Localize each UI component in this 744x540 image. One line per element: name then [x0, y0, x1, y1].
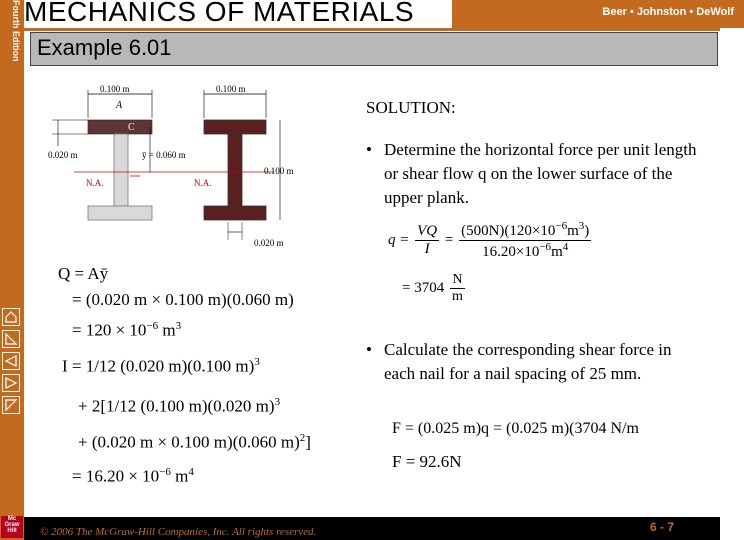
q-definition: Q = Aȳ [58, 264, 109, 283]
solution-step-2 [366, 338, 706, 386]
eq1-num-close: ) [584, 223, 590, 239]
eq1-value-num [459, 220, 591, 241]
ybar-label: ȳ = 0.060 m [142, 150, 186, 160]
label-c: C [128, 122, 135, 133]
i-line-1 [62, 356, 260, 377]
q-result-unit: m [158, 320, 176, 340]
dim-thickness: 0.020 m [48, 150, 78, 160]
solution-step-1-text: Determine the horizontal force per unit length or shear flow q on the lower surface of the upper plank. [384, 140, 697, 207]
eq1-num-unit: m [567, 223, 579, 239]
eq1-num-text: (500N)(120×10 [461, 223, 556, 239]
i-result-exp: −6 [159, 466, 171, 478]
na-left: N.A. [86, 178, 104, 188]
beam-cross-section-figure [44, 80, 314, 250]
q-calc-line: = (0.020 m × 0.100 m)(0.060 m) [72, 290, 294, 309]
left-sidebar [0, 0, 24, 540]
eq1-value-fraction [459, 220, 591, 261]
q-result [72, 320, 181, 341]
eq1-result-num: N [450, 272, 465, 289]
i-line-3-text: + (0.020 m × 0.100 m)(0.060 m) [78, 432, 300, 452]
nail-force-equation: F = (0.025 m)q = (0.025 m)(3704 N/m [392, 420, 639, 437]
last-slide-icon[interactable] [2, 396, 20, 414]
i-line-2-text: + 2[1/12 (0.100 m)(0.020 m) [78, 396, 275, 416]
q-result-unit-exp: 3 [175, 320, 182, 332]
shear-flow-equation [388, 220, 593, 261]
logo-text-2: Graw [4, 522, 20, 528]
bullet-dot: • [366, 140, 372, 159]
first-slide-icon[interactable] [2, 330, 20, 348]
eq1-result: = 3704 [402, 279, 445, 296]
i-section [204, 120, 266, 220]
i-line-2 [78, 396, 280, 417]
dim-top-left: 0.100 m [100, 84, 130, 94]
eq1-frac-den: I [424, 241, 430, 257]
nav-icons [2, 308, 22, 418]
eq1-num-exp: −6 [555, 220, 568, 232]
eq1-result-unit [450, 272, 465, 305]
i-line-2-exp: 3 [274, 396, 281, 408]
authors: Beer • Johnston • DeWolf [602, 6, 734, 18]
label-a: A [116, 100, 123, 111]
bullet-dot: • [366, 340, 372, 359]
solution-step-2-text: Calculate the corresponding shear force in each nail for a nail spacing of 25 mm. [384, 340, 672, 383]
mcgraw-hill-logo [1, 516, 23, 538]
eq1-fraction [415, 223, 439, 258]
i-result-unit: m [170, 466, 189, 486]
solution-step-1 [366, 138, 706, 210]
eq1-value-den [459, 241, 591, 261]
eq1-num-unit-exp: 3 [578, 220, 585, 232]
edition-label: Fourth Edition [11, 0, 21, 62]
i-line-1-text: I = 1/12 (0.020 m)(0.100 m) [62, 356, 255, 376]
copyright: © 2006 The McGraw-Hill Companies, Inc. All rights reserved. [40, 526, 317, 538]
dim-web: 0.020 m [254, 238, 284, 248]
next-slide-icon[interactable] [2, 374, 20, 392]
solution-heading: SOLUTION: [366, 98, 456, 117]
q-result-exp: −6 [146, 320, 159, 332]
i-line-3 [78, 432, 311, 453]
example-title-bar [30, 32, 718, 66]
t-section [88, 120, 152, 220]
page-title: MECHANICS OF MATERIALS [24, 0, 415, 27]
header-band [452, 0, 744, 28]
nail-force-result: F = 92.6N [392, 452, 462, 471]
eq1-result-den: m [451, 289, 463, 304]
eq1-den-text: 16.20×10 [482, 244, 540, 260]
eq1-frac-num: VQ [417, 223, 438, 239]
header-divider [24, 28, 720, 31]
i-result [72, 466, 194, 487]
logo-text-3: Hill [7, 528, 17, 534]
header [24, 0, 734, 28]
i-line-3-end: ] [305, 432, 311, 452]
dim-height: 0.100 m [264, 166, 294, 176]
eq1-equals: = [444, 231, 454, 248]
na-right: N.A. [194, 178, 212, 188]
shear-flow-result [402, 272, 467, 305]
example-title: Example 6.01 [37, 35, 172, 60]
i-result-value: = 16.20 × 10 [72, 466, 160, 486]
q-result-value: = 120 × 10 [72, 320, 147, 340]
eq1-den-exp: −6 [539, 241, 552, 253]
previous-slide-icon[interactable] [2, 352, 20, 370]
i-line-1-exp: 3 [254, 356, 260, 368]
i-line-3-exp: 2 [299, 432, 306, 444]
logo-text-1: Mc [7, 516, 17, 522]
eq1-den-unit: m [551, 244, 563, 260]
dim-top-right: 0.100 m [216, 84, 246, 94]
eq1-lhs: q = [388, 231, 410, 248]
page-number: 6 - 7 [650, 520, 675, 534]
home-icon[interactable] [2, 308, 20, 326]
eq1-den-unit-exp: 4 [562, 241, 569, 253]
i-result-unit-exp: 4 [188, 466, 194, 478]
